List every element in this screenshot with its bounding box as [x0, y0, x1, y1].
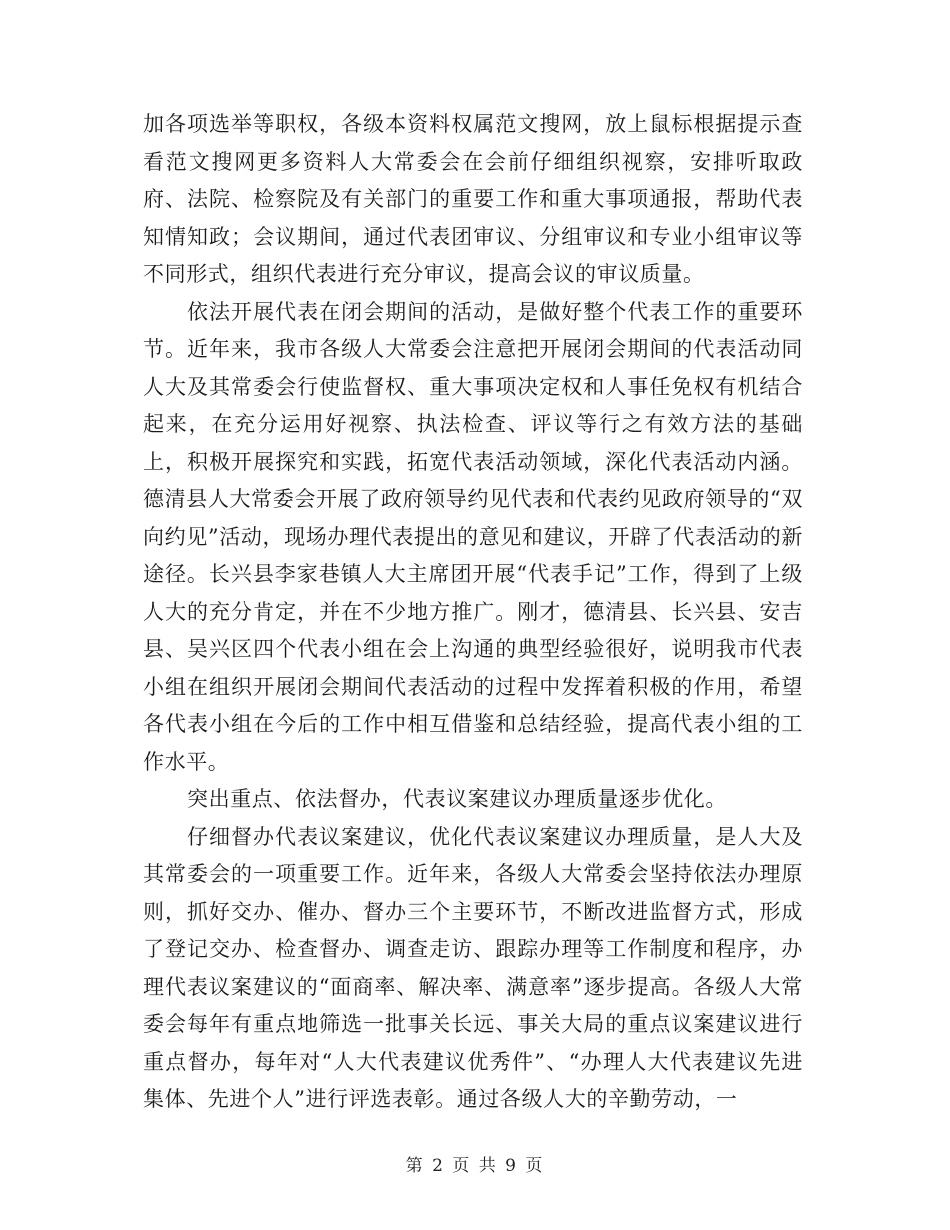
- paragraph-3: 突出重点、依法督办，代表议案建议办理质量逐步优化。: [187, 787, 727, 811]
- page-number-footer: 第 2 页 共 9 页: [405, 1156, 545, 1176]
- paragraph-4: 仔细督办代表议案建议，优化代表议案建议办理质量，是人大及其常委会的一项重要工作。近年来，各级人大常委会坚持依法办理原则，抓好交办、催办、督办三个主要环节，不断改进监督方式，形成了登记交办、检查督办、调查走访、跟踪办理等工作制度和程序，办理代表议案建议的“面商率、解决率、满意率”逐步提高。各级人大常委会每年有重点地筛选一批事关长远、事关大局的重点议案建议进行重点督办，每年对“人大代表建议优秀件”、“办理人大代表建议先进集体、先进个人”进行评选表彰。通过各级人大的辛勤劳动，一: [143, 824, 803, 1111]
- document-body: [143, 106, 803, 1119]
- paragraph-1: 加各项选举等职权，各级本资料权属范文搜网，放上鼠标根据提示查看范文搜网更多资料人大常委会在会前仔细组织视察，安排听取政府、法院、检察院及有关部门的重要工作和重大事项通报，帮助代表知情知政；会议期间，通过代表团审议、分组审议和专业小组审议等不同形式，组织代表进行充分审议，提高会议的审议质量。: [143, 112, 803, 286]
- paragraph-2: 依法开展代表在闭会期间的活动，是做好整个代表工作的重要环节。近年来，我市各级人大常委会注意把开展闭会期间的代表活动同人大及其常委会行使监督权、重大事项决定权和人事任免权有机结合起来，在充分运用好视察、执法检查、评议等行之有效方法的基础上，积极开展探究和实践，拓宽代表活动领域，深化代表活动内涵。德清县人大常委会开展了政府领导约见代表和代表约见政府领导的“双向约见”活动，现场办理代表提出的意见和建议，开辟了代表活动的新途径。长兴县李家巷镇人大主席团开展“代表手记”工作，得到了上级人大的充分肯定，并在不少地方推广。刚才，德清县、长兴县、安吉县、吴兴区四个代表小组在会上沟通的典型经验很好，说明我市代表小组在组织开展闭会期间代表活动的过程中发挥着积极的作用，希望各代表小组在今后的工作中相互借鉴和总结经验，提高代表小组的工作水平。: [143, 299, 803, 774]
